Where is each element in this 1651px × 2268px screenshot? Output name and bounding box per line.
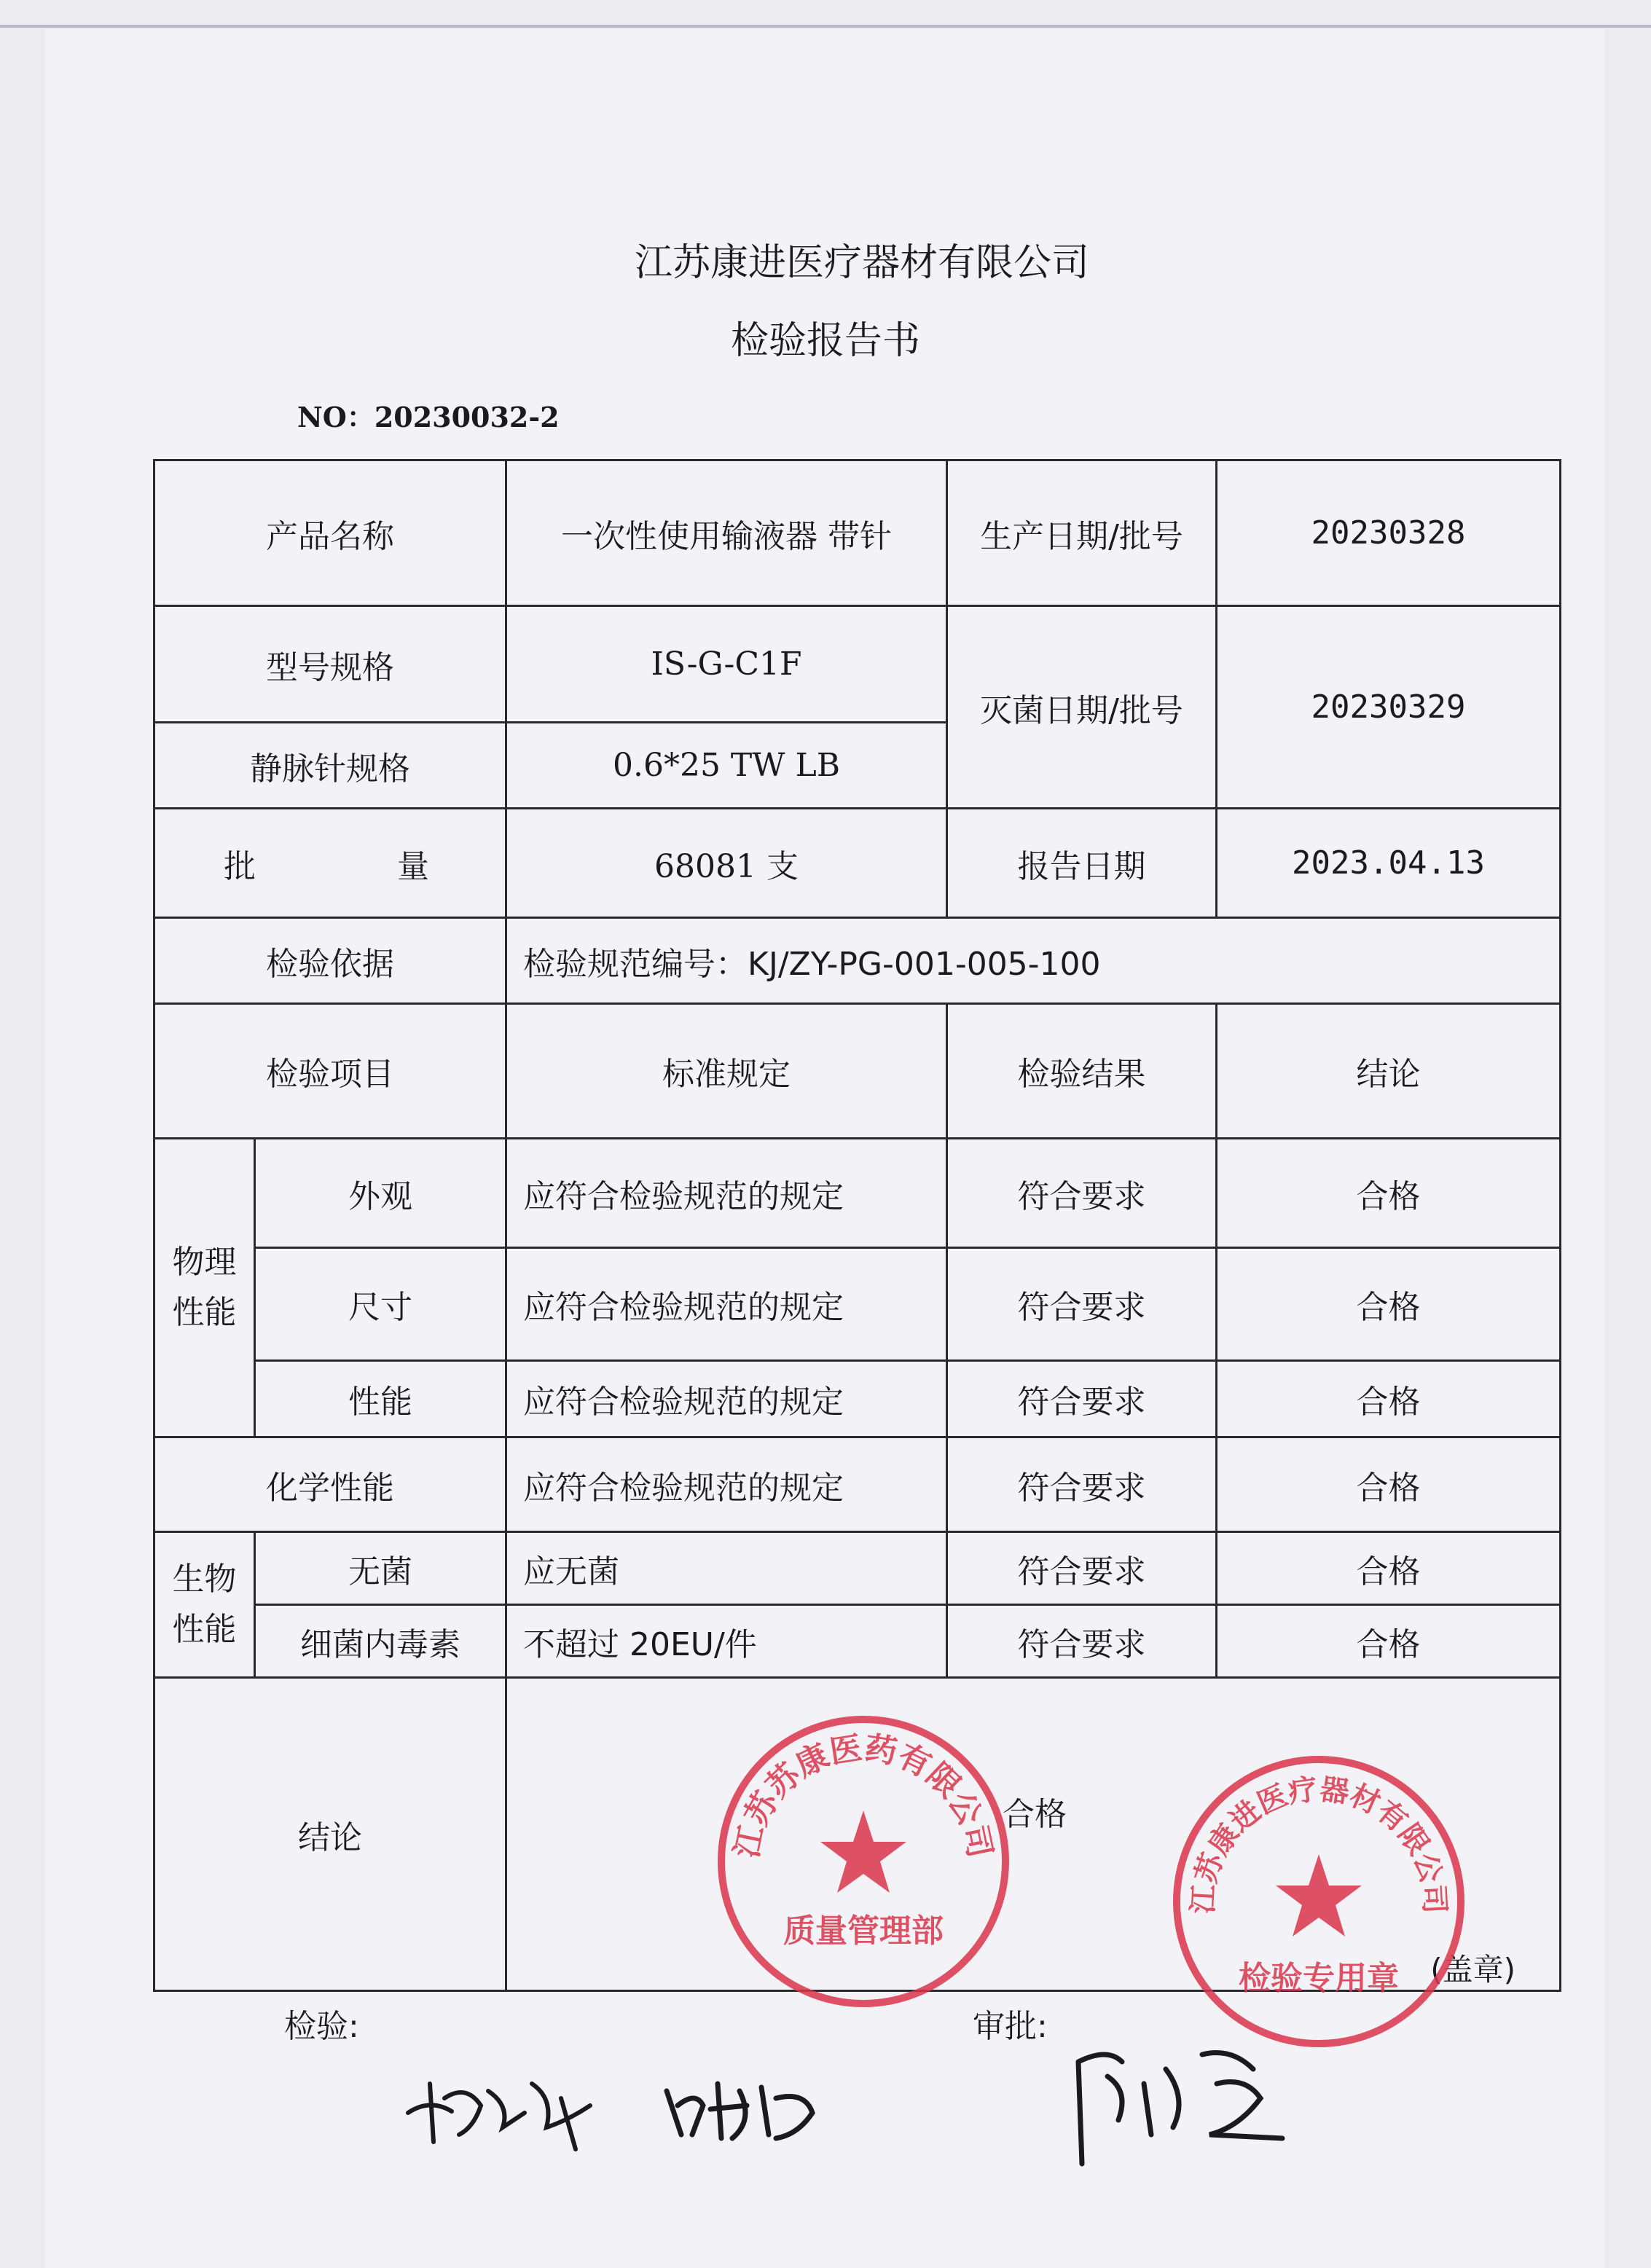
quality-dept-stamp (710, 1708, 1016, 2014)
result-cell: 符合要求 (947, 1437, 1217, 1532)
table-row (154, 1139, 1561, 1248)
item-cell: 无菌 (255, 1532, 506, 1605)
conclusion-cell: 合格 (1217, 1532, 1561, 1605)
item-cell: 性能 (255, 1361, 506, 1437)
product-name-value: 一次性使用输液器 带针 (506, 460, 947, 606)
standard-cell: 应符合检验规范的规定 (506, 1139, 947, 1248)
column-header-item: 检验项目 (154, 1004, 506, 1139)
standard-cell: 应无菌 (506, 1532, 947, 1605)
table-row (154, 1605, 1561, 1678)
conclusion-cell: 合格 (1217, 1361, 1561, 1437)
result-cell: 符合要求 (947, 1605, 1217, 1678)
standard-cell: 不超过 20EU/件 (506, 1605, 947, 1678)
document-title: 检验报告书 (730, 319, 920, 363)
sterile-date-label: 灭菌日期/批号 (947, 606, 1217, 809)
group-biological-label: 生物性能 (154, 1532, 255, 1678)
report-date-value: 2023.04.13 (1217, 809, 1561, 918)
sterile-date-value: 20230329 (1217, 606, 1561, 809)
report-date-label: 报告日期 (947, 809, 1217, 918)
column-header-result: 检验结果 (947, 1004, 1217, 1139)
svg-text:江苏康进医疗器材有限公司: 江苏康进医疗器材有限公司 (1185, 1771, 1452, 1915)
standard-cell: 应符合检验规范的规定 (506, 1248, 947, 1361)
column-header-conclusion: 结论 (1217, 1004, 1561, 1139)
svg-text:江苏苏康医药有限公司: 江苏苏康医药有限公司 (728, 1729, 999, 1861)
approve-label: 审批: (973, 2008, 1048, 2045)
svg-text:质量管理部: 质量管理部 (783, 1912, 944, 1950)
standard-cell: 应符合检验规范的规定 (506, 1361, 947, 1437)
batch-qty-value: 68081 支 (506, 809, 947, 918)
group-physical-label: 物理性能 (154, 1139, 255, 1437)
table-row (154, 1248, 1561, 1361)
final-conclusion-value: 合格 (1003, 1796, 1067, 1833)
company-title: 江苏康进医疗器材有限公司 (634, 241, 1089, 285)
item-cell: 细菌内毒素 (255, 1605, 506, 1678)
table-row (154, 1361, 1561, 1437)
column-header-standard: 标准规定 (506, 1004, 947, 1139)
inspector-signature-2 (659, 2069, 827, 2149)
result-cell: 符合要求 (947, 1532, 1217, 1605)
item-cell: 尺寸 (255, 1248, 506, 1361)
conclusion-cell: 合格 (1217, 1437, 1561, 1532)
batch-label: 批 量 (154, 809, 506, 918)
basis-value: 检验规范编号：KJ/ZY-PG-001-005-100 (506, 918, 1561, 1004)
model-value: IS-G-C1F (506, 606, 947, 723)
conclusion-cell: 合格 (1217, 1248, 1561, 1361)
scan-edge-line (0, 25, 1651, 28)
inspect-label: 检验: (284, 2008, 359, 2045)
basis-label: 检验依据 (154, 918, 506, 1004)
standard-cell: 应符合检验规范的规定 (506, 1437, 947, 1532)
prod-date-label: 生产日期/批号 (947, 460, 1217, 606)
item-cell: 化学性能 (154, 1437, 506, 1532)
inspector-signature-1 (401, 2055, 605, 2164)
item-cell: 外观 (255, 1139, 506, 1248)
conclusion-cell: 合格 (1217, 1139, 1561, 1248)
final-conclusion-label: 结论 (154, 1678, 506, 1991)
table-row (154, 1532, 1561, 1605)
svg-text:检验专用章: 检验专用章 (1239, 1960, 1399, 1997)
table-row (154, 1437, 1561, 1532)
row-product-name (154, 460, 1561, 606)
stamp-note: (盖章) (1430, 1952, 1515, 1988)
needle-value: 0.6*25 TW LB (506, 723, 947, 809)
approver-signature (1064, 2033, 1304, 2171)
row-basis (154, 918, 1561, 1004)
row-model (154, 606, 1561, 723)
result-cell: 符合要求 (947, 1361, 1217, 1437)
row-column-headers (154, 1004, 1561, 1139)
result-cell: 符合要求 (947, 1248, 1217, 1361)
row-batch (154, 809, 1561, 918)
inspection-seal-stamp (1166, 1749, 1472, 2055)
document-number: NO：20230032-2 (297, 401, 560, 433)
product-name-label: 产品名称 (154, 460, 506, 606)
conclusion-cell: 合格 (1217, 1605, 1561, 1678)
result-cell: 符合要求 (947, 1139, 1217, 1248)
model-label: 型号规格 (154, 606, 506, 723)
needle-label: 静脉针规格 (154, 723, 506, 809)
prod-date-value: 20230328 (1217, 460, 1561, 606)
